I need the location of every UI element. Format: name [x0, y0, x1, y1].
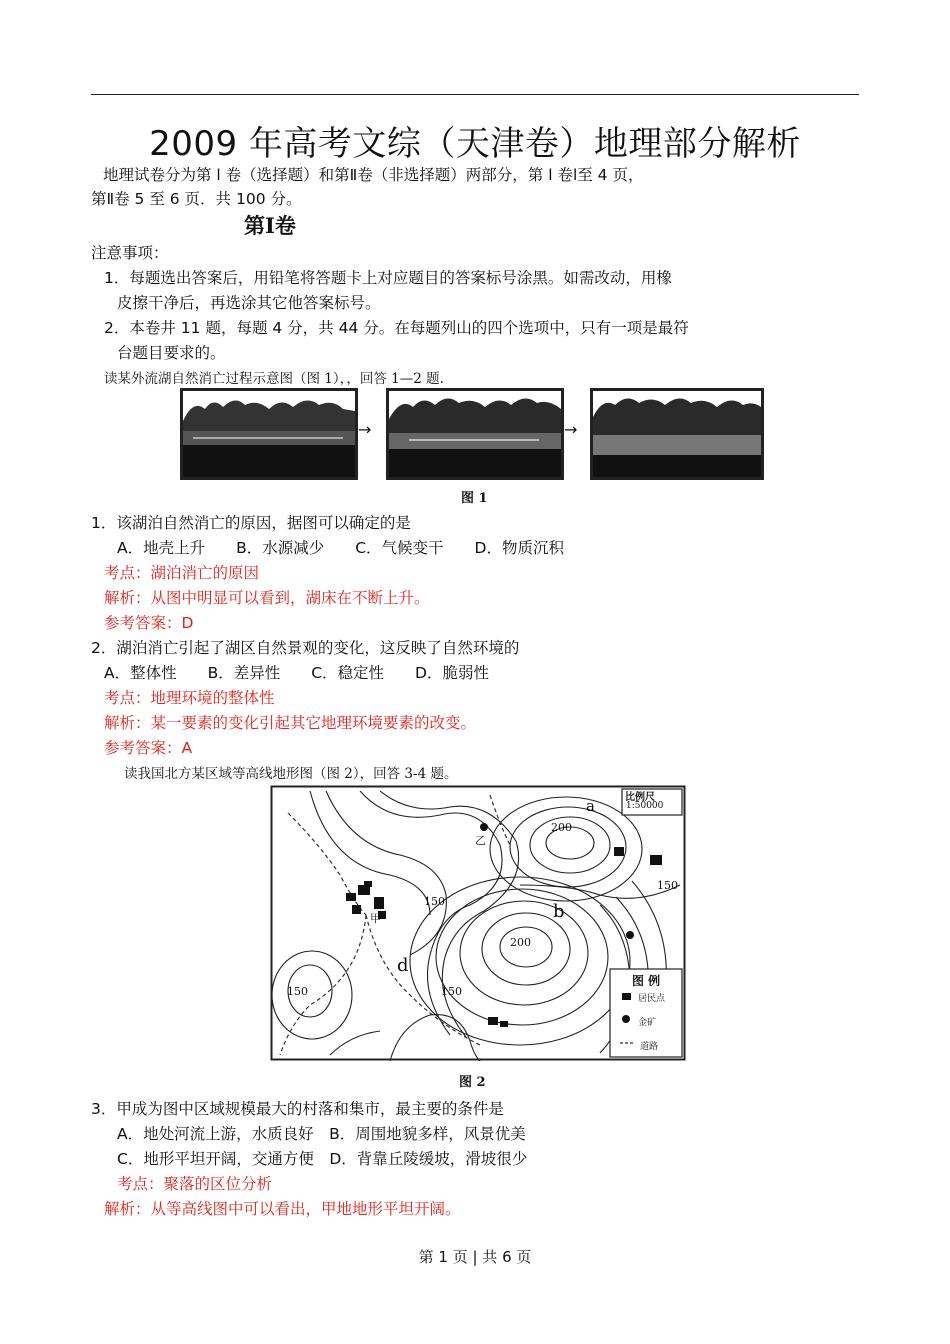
contour-map	[270, 785, 686, 1061]
map-contour-150-d: 150	[287, 985, 308, 998]
lake-panel-1	[180, 388, 358, 480]
map-scale-value: 1:50000	[626, 801, 664, 811]
question-2-options: A．整体性 B．差异性 C．稳定性 D．脆弱性	[104, 664, 489, 682]
map-contour-150-b: 150	[657, 879, 678, 892]
question-3-point: 考点：聚落的区位分析	[117, 1175, 273, 1193]
map-legend-title: 图 例	[632, 974, 661, 988]
notice-1a: 1．每题选出答案后，用铅笔将答题卡上对应题目的答案标号涂黑。如需改动，用橡	[104, 269, 672, 287]
question-2-analysis: 解析：某一要素的变化引起其它地理环境要素的改变。	[104, 714, 477, 732]
map-contour-150-c: 150	[441, 985, 462, 998]
question-1-options: A．地壳上升 B．水源减少 C．气候变干 D．物质沉积	[117, 539, 564, 557]
section-heading: 第Ⅰ卷	[244, 213, 296, 238]
map-contour-150-a: 150	[424, 895, 445, 908]
question-2-answer: 参考答案：A	[104, 739, 193, 757]
map-label-a: a	[586, 797, 595, 815]
legend-settlement-icon	[622, 993, 631, 1000]
question-3-analysis: 解析：从等高线图中可以看出，甲地地形平坦开阔。	[104, 1200, 461, 1218]
question-3-stem: 3．甲成为图中区域规模最大的村落和集市，最主要的条件是	[91, 1100, 504, 1118]
question-1-analysis: 解析：从图中明显可以看到，湖床在不断上升。	[104, 589, 430, 607]
map-contour-200-center: 200	[510, 936, 531, 949]
header-rule	[91, 94, 859, 95]
figure-2-caption: 图 2	[459, 1075, 486, 1090]
map-legend-mine: 金矿	[638, 1018, 657, 1028]
figure-1-intro: 读某外流湖自然消亡过程示意图（图 1），，回答 1—2 题.	[104, 371, 444, 387]
legend-mine-icon	[622, 1015, 630, 1023]
figure-2-intro: 读我国北方某区域等高线地形图（图 2），回答 3-4 题。	[124, 766, 458, 782]
map-label-jia: 甲	[370, 912, 381, 925]
arrow-icon: →	[358, 420, 372, 439]
map-label-d: d	[397, 955, 409, 976]
notice-2a: 2．本卷井 11 题，每题 4 分，共 44 分。在每题列山的四个选项中，只有一项是最符	[104, 319, 689, 337]
page-footer: 第 1 页 | 共 6 页	[418, 1248, 532, 1266]
lake-panel-3	[590, 388, 764, 480]
page-title: 2009 年高考文综（天津卷）地理部分解析	[149, 124, 801, 164]
question-2-stem: 2．湖泊消亡引起了湖区自然景观的变化，这反映了自然环境的	[91, 639, 520, 657]
figure-1-caption: 图 1	[461, 491, 488, 506]
notice-heading: 注意事项：	[91, 244, 169, 262]
map-legend-road: 道路	[640, 1042, 659, 1052]
question-2-point: 考点：地理环境的整体性	[104, 689, 275, 707]
lake-panel-2	[386, 388, 564, 480]
map-contour-200-ne: 200	[551, 821, 572, 834]
map-label-yi: 乙	[475, 834, 486, 847]
question-3-options-a: A．地处河流上游，水质良好 B．周围地貌多样，风景优美	[117, 1125, 526, 1143]
map-label-b: b	[553, 901, 565, 922]
notice-2b: 台题目要求的。	[117, 344, 226, 362]
intro-line-1: 地理试卷分为第 l 卷（选择题）和第Ⅱ卷（非选择题）两部分，第 l 卷l至 4 页，	[103, 166, 644, 184]
arrow-icon: →	[564, 420, 578, 439]
intro-line-2: 第Ⅱ卷 5 至 6 页．共 100 分。	[91, 190, 302, 208]
map-legend-settlement: 居民点	[638, 994, 666, 1004]
question-1-answer: 参考答案：D	[104, 614, 194, 632]
notice-1b: 皮擦干净后，再选涂其它他答案标号。	[117, 294, 381, 312]
question-1-point: 考点：湖泊消亡的原因	[104, 564, 260, 582]
map-scale-title: 比例尺	[625, 792, 655, 803]
question-3-options-b: C．地形平坦开阔，交通方便 D．背靠丘陵缓坡，滑坡很少	[117, 1150, 528, 1168]
question-1-stem: 1．该湖泊自然消亡的原因，据图可以确定的是	[91, 514, 411, 532]
